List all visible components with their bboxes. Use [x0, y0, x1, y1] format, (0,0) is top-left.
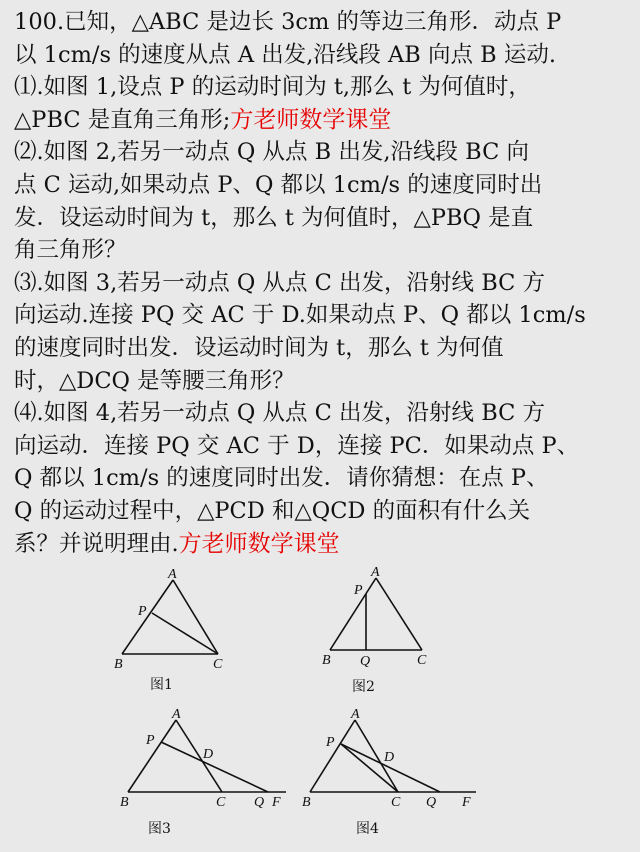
figure-2-diagram: [318, 566, 448, 672]
problem-line: [14, 6, 630, 39]
label-P: P: [354, 583, 363, 598]
label-P: P: [146, 733, 155, 748]
problem-line: [14, 462, 630, 495]
figure-1-diagram: [110, 566, 240, 672]
label-B: B: [322, 653, 331, 668]
figure-3: [116, 706, 296, 812]
problem-line: [14, 267, 630, 300]
figure-4-caption: 图4: [356, 821, 379, 837]
problem-text: [14, 6, 630, 560]
segment-AC: [176, 720, 222, 792]
segment-AC: [376, 578, 422, 650]
label-F: F: [272, 795, 281, 810]
label-D: D: [384, 750, 395, 765]
problem-text-segment: 系？并说明理由.: [14, 530, 179, 557]
problem-text-segment: 向运动.连接 PQ 交 AC 于 D.如果动点 P、Q 都以 1cm/s: [14, 302, 586, 329]
problem-text-segment: Q 都以 1cm/s 的速度同时出发．请你猜想：在点 P、: [14, 465, 549, 492]
label-D: D: [203, 747, 214, 762]
label-B: B: [114, 657, 123, 672]
problem-text-segment: 点 C 运动,如果动点 P、Q 都以 1cm/s 的速度同时出: [14, 171, 543, 198]
watermark-text: 方老师数学课堂: [178, 530, 340, 557]
problem-text-segment: 的速度同时出发．设运动时间为 t，那么 t 为何值: [14, 334, 504, 361]
problem-line: [14, 397, 630, 430]
label-A: A: [371, 565, 380, 580]
segment-PC: [152, 613, 218, 654]
label-P: P: [326, 735, 335, 750]
segment-AB: [310, 720, 355, 792]
problem-text-segment: 角三角形？: [14, 237, 127, 264]
label-C: C: [391, 795, 401, 810]
problem-line: [14, 430, 630, 463]
label-C: C: [417, 653, 427, 668]
problem-text-segment: 发．设运动时间为 t，那么 t 为何值时，△PBQ 是直: [14, 204, 534, 231]
label-A: A: [172, 707, 181, 722]
figure-3-caption: 图3: [148, 821, 171, 837]
problem-text-segment: Q 的运动过程中，△PCD 和△QCD 的面积有什么关: [14, 497, 531, 524]
problem-line: [14, 365, 630, 398]
problem-text-segment: ⑷.如图 4,若另一动点 Q 从点 C 出发，沿射线 BC 方: [14, 400, 546, 427]
problem-line: [14, 202, 630, 235]
problem-text-segment: ⑵.如图 2,若另一动点 Q 从点 B 出发,沿线段 BC 向: [14, 139, 529, 166]
problem-line: [14, 169, 630, 202]
segment-AB: [122, 580, 173, 654]
figure-1: [110, 566, 240, 672]
problem-text-segment: ⑴.如图 1,设点 P 的运动时间为 t,那么 t 为何值时，: [14, 74, 531, 101]
label-C: C: [216, 795, 226, 810]
problem-text-segment: 100.已知，△ABC 是边长 3cm 的等边三角形．动点 P: [14, 9, 562, 35]
figure-1-caption: 图1: [150, 677, 173, 693]
figure-4: [298, 706, 483, 812]
segment-AC: [173, 580, 218, 654]
problem-line: [14, 136, 630, 169]
problem-line: [14, 234, 630, 267]
problem-text-segment: 以 1cm/s 的速度从点 A 出发,沿线段 AB 向点 B 运动.: [14, 41, 556, 68]
problem-line: [14, 299, 630, 332]
problem-line: [14, 495, 630, 528]
figure-2: [318, 566, 448, 672]
segment-AB: [128, 720, 176, 792]
label-A: A: [168, 567, 177, 582]
label-Q: Q: [254, 795, 265, 810]
label-B: B: [302, 795, 311, 810]
problem-text-segment: 向运动．连接 PQ 交 AC 于 D，连接 PC．如果动点 P、: [14, 432, 580, 459]
segment-PQ: [161, 742, 268, 792]
problem-text-segment: ⑶.如图 3,若另一动点 Q 从点 C 出发，沿射线 BC 方: [14, 269, 546, 296]
segment-AB: [330, 578, 376, 650]
label-P: P: [138, 604, 147, 619]
problem-line: [14, 104, 630, 137]
label-Q: Q: [360, 654, 371, 669]
label-F: F: [462, 795, 471, 810]
figure-2-caption: 图2: [352, 679, 375, 695]
problem-line: [14, 71, 630, 104]
problem-line: [14, 332, 630, 365]
problem-line: [14, 528, 630, 561]
figure-3-diagram: [116, 706, 296, 812]
watermark-text: 方老师数学课堂: [230, 106, 392, 133]
label-C: C: [213, 657, 223, 672]
problem-text-segment: 时，△DCQ 是等腰三角形？: [14, 367, 295, 394]
label-A: A: [351, 707, 360, 722]
label-Q: Q: [426, 795, 437, 810]
problem-line: [14, 39, 630, 72]
figure-4-diagram: [298, 706, 483, 812]
problem-text-segment: △PBC 是直角三角形;: [14, 106, 231, 133]
label-B: B: [120, 795, 129, 810]
